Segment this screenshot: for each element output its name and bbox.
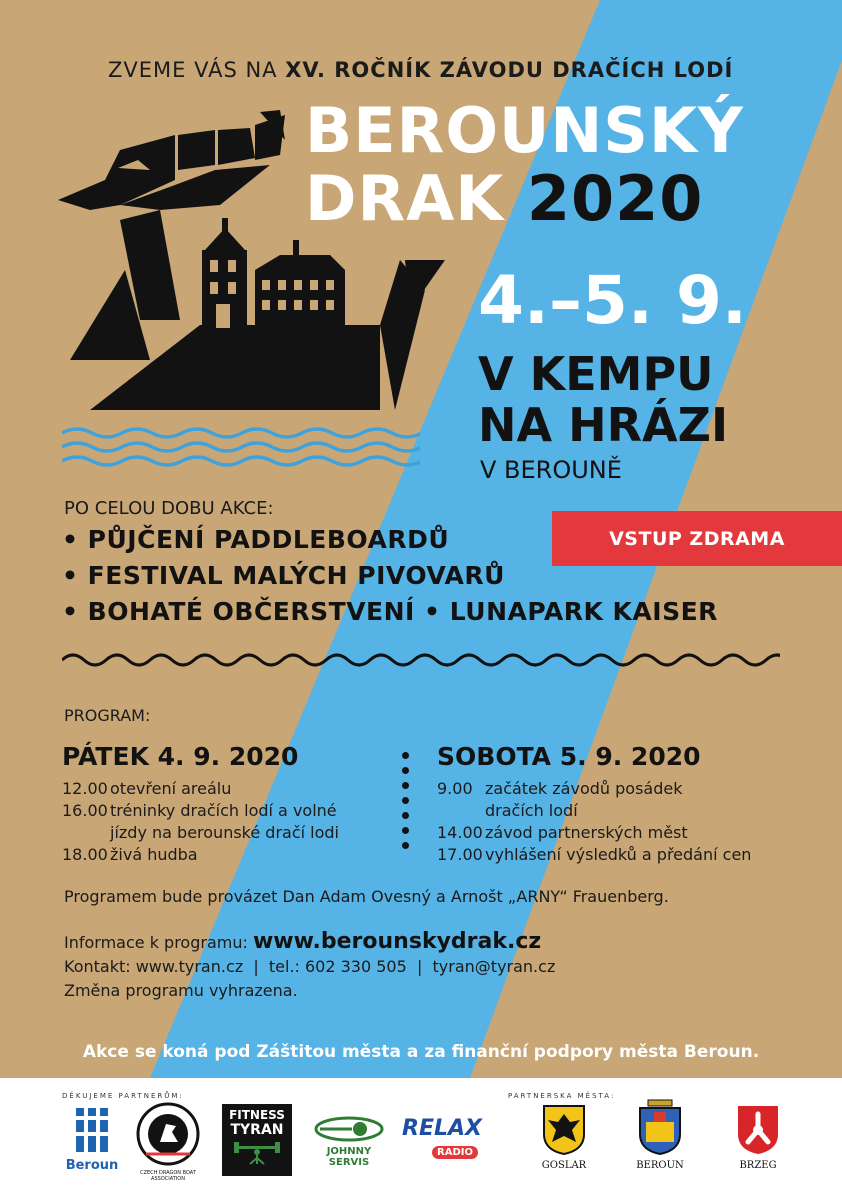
relax-radio-logo: RELAX RADIO xyxy=(402,1116,482,1158)
schedule-row: 18.00 živá hudba xyxy=(62,845,198,864)
title-year: 2020 xyxy=(526,162,704,235)
wavy-divider xyxy=(62,648,780,672)
schedule-row: 17.00 vyhlášení výsledků a předání cen xyxy=(437,845,752,864)
schedule-row: 12.00 otevření areálu xyxy=(62,779,232,798)
free-entry-badge: VSTUP ZDRAMA xyxy=(552,511,842,566)
info-block xyxy=(64,930,555,1003)
fitness-tyran-logo: FITNESS TYRAN xyxy=(222,1104,292,1176)
brzeg-shield-icon xyxy=(736,1104,780,1156)
johnny-servis-emblem-icon xyxy=(314,1116,384,1142)
highlight-food-lunapark: • BOHATÉ OBČERSTVENÍ • LUNAPARK KAISER xyxy=(62,597,718,626)
title-line-2 xyxy=(305,162,704,235)
johnny-servis-logo: JOHNNY SERVIS xyxy=(310,1116,388,1166)
cities-label: PARTNERSKA MĚSTA: xyxy=(508,1092,616,1100)
invite-prefix: ZVEME VÁS NA xyxy=(108,58,286,82)
dragon-seal-icon xyxy=(136,1102,200,1166)
beroun-shield-icon xyxy=(638,1098,682,1156)
highlight-breweries: • FESTIVAL MALÝCH PIVOVARŮ xyxy=(62,561,505,590)
friday-schedule xyxy=(62,778,392,866)
invite-edition: XV. ROČNÍK ZÁVODU DRAČÍCH LODÍ xyxy=(285,58,734,82)
program-label: PROGRAM: xyxy=(64,706,151,725)
change-notice: Změna programu vyhrazena. xyxy=(64,981,298,1000)
beroun-coat-of-arms: BEROUN xyxy=(628,1098,692,1184)
schedule-row: 14.00 závod partnerských měst xyxy=(437,823,688,842)
info-website-line: Informace k programu: www.berounskydrak.cz xyxy=(64,929,542,954)
friday-heading: PÁTEK 4. 9. 2020 xyxy=(62,742,299,771)
contact-line: Kontakt: www.tyran.cz | tel.: 602 330 505 | tyran@tyran.cz xyxy=(64,957,556,976)
schedule-row: dračích lodí xyxy=(485,801,578,820)
event-date: 4.–5. 9. xyxy=(478,262,747,339)
website-link[interactable]: www.berounskydrak.cz xyxy=(252,929,542,954)
footer-partners xyxy=(0,1078,842,1191)
title-drak: DRAK xyxy=(305,162,505,235)
saturday-heading: SOBOTA 5. 9. 2020 xyxy=(437,742,701,771)
schedule-row: 16.00 tréninky dračích lodí a volné xyxy=(62,801,337,820)
title-line-1: BEROUNSKÝ xyxy=(305,94,744,167)
schedule-row: jízdy na berounské dračí lodi xyxy=(110,823,339,842)
invite-line xyxy=(108,58,733,82)
weightlifter-icon xyxy=(232,1138,282,1168)
goslar-coat-of-arms: GOSLAR xyxy=(532,1104,596,1184)
venue-town: V BEROUNĚ xyxy=(480,456,622,484)
saturday-schedule xyxy=(437,778,787,866)
dragon-boat-association-logo: CZECH DRAGON BOAT ASSOCIATION xyxy=(136,1102,200,1182)
brzeg-coat-of-arms: BRZEG xyxy=(726,1104,790,1184)
schedule-row: 9.00 začátek závodů posádek xyxy=(437,779,683,798)
venue-line-1: V KEMPU xyxy=(478,347,714,401)
program-host: Programem bude provázet Dan Adam Ovesný a Arnošt „ARNY“ Frauenberg. xyxy=(64,887,669,906)
highlight-paddleboards: • PŮJČENÍ PADDLEBOARDŮ xyxy=(62,525,450,554)
beroun-city-logo: Beroun xyxy=(62,1106,122,1176)
dotted-separator xyxy=(402,752,410,857)
eagle-shield-icon xyxy=(542,1104,586,1156)
highlights-intro: PO CELOU DOBU AKCE: xyxy=(64,498,274,519)
beroun-mark-icon xyxy=(62,1106,122,1154)
patronage-note: Akce se koná pod Záštitou města a za finanční podpory města Beroun. xyxy=(82,1042,760,1062)
venue-line-2: NA HRÁZI xyxy=(478,398,729,452)
blue-waves-icon xyxy=(62,425,420,475)
partners-label: DĚKUJEME PARTNERŮM: xyxy=(62,1092,184,1100)
